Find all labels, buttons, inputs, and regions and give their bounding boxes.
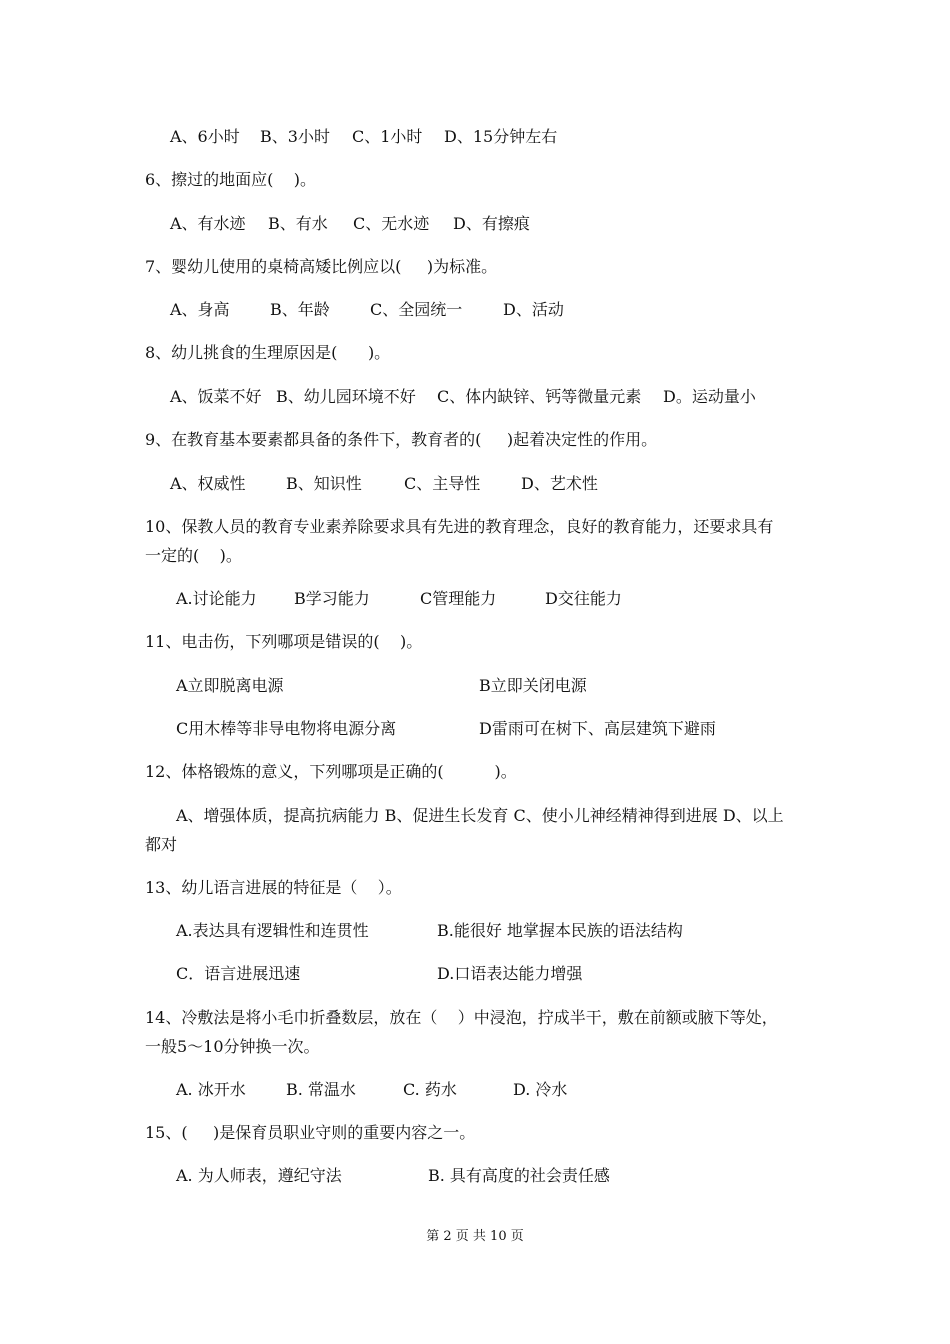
option-a: A.讨论能力 (176, 589, 257, 608)
question-stem: 15、( )是保育员职业守则的重要内容之一。 (145, 1123, 476, 1142)
question-stem: 14、冷敷法是将小毛巾折叠数层，放在（ ）中浸泡，拧成半干，敷在前额或腋下等处， (145, 1008, 778, 1027)
option-c: C、1小时 (352, 127, 423, 146)
option-d: D。运动量小 (663, 387, 756, 406)
option-b: B. 具有高度的社会责任感 (428, 1166, 610, 1185)
question-stem: 6、擦过的地面应( )。 (145, 170, 317, 189)
option-d: D、活动 (503, 300, 564, 319)
option-d: D. 冷水 (513, 1080, 568, 1099)
option-b: B学习能力 (294, 589, 370, 608)
option-a: A立即脱离电源 (176, 676, 284, 695)
option-b: B、幼儿园环境不好 (276, 387, 416, 406)
option-d: D雷雨可在树下、高层建筑下避雨 (479, 719, 716, 738)
option-d: D交往能力 (545, 589, 622, 608)
option-a: A. 冰开水 (176, 1080, 246, 1099)
option-b: B.能很好 地掌握本民族的语法结构 (437, 921, 683, 940)
question-stem: 12、体格锻炼的意义，下列哪项是正确的( )。 (145, 762, 517, 781)
option-c: C、主导性 (404, 474, 481, 493)
option-c: C、全园统一 (370, 300, 463, 319)
question-stem: 10、保教人员的教育专业素养除要求具有先进的教育理念，良好的教育能力，还要求具有 (145, 517, 774, 536)
question-stem: 8、幼儿挑食的生理原因是( )。 (145, 343, 391, 362)
option-a: A、6小时 (170, 127, 240, 146)
page-footer: 第 2 页 共 10 页 (426, 1229, 524, 1244)
option-c: C．语言进展迅速 (176, 964, 301, 983)
question-stem: 11、电击伤，下列哪项是错误的( )。 (145, 632, 423, 651)
option-c: C、体内缺锌、钙等微量元素 (437, 387, 642, 406)
option-c: C、无水迹 (353, 214, 430, 233)
option-d: D、有擦痕 (453, 214, 530, 233)
option-b: B. 常温水 (286, 1080, 356, 1099)
option-b: B、有水 (268, 214, 328, 233)
option-a: A、身高 (170, 300, 230, 319)
option-b: B、知识性 (286, 474, 362, 493)
question-stem: 9、在教育基本要素都具备的条件下，教育者的( )起着决定性的作用。 (145, 430, 658, 449)
option-a: A、有水迹 (170, 214, 246, 233)
question-stem: 7、婴幼儿使用的桌椅高矮比例应以( )为标准。 (145, 257, 498, 276)
option-b: B、3小时 (260, 127, 330, 146)
option-d: D、15分钟左右 (444, 127, 558, 146)
option-a: A、饭菜不好 (170, 387, 262, 406)
option-d: D.口语表达能力增强 (437, 964, 583, 983)
option-d: D、艺术性 (521, 474, 598, 493)
option-a: A.表达具有逻辑性和连贯性 (176, 921, 369, 940)
question-stem-continued: 一定的( )。 (145, 546, 242, 565)
option-a: A. 为人师表，遵纪守法 (176, 1166, 342, 1185)
option-c: C. 药水 (403, 1080, 457, 1099)
question-stem-continued: 一般5～10分钟换一次。 (145, 1037, 320, 1056)
option-c: C管理能力 (420, 589, 497, 608)
option-b: B、年龄 (270, 300, 330, 319)
option-c: C用木棒等非导电物将电源分离 (176, 719, 397, 738)
option-a: A、权威性 (170, 474, 246, 493)
q12-options-continued: 都对 (145, 835, 178, 854)
question-stem: 13、幼儿语言进展的特征是（ ）。 (145, 878, 402, 897)
option-b: B立即关闭电源 (479, 676, 587, 695)
q12-options: A、增强体质，提高抗病能力 B、促进生长发育 C、使小儿神经精神得到进展 D、以上 (176, 806, 784, 825)
